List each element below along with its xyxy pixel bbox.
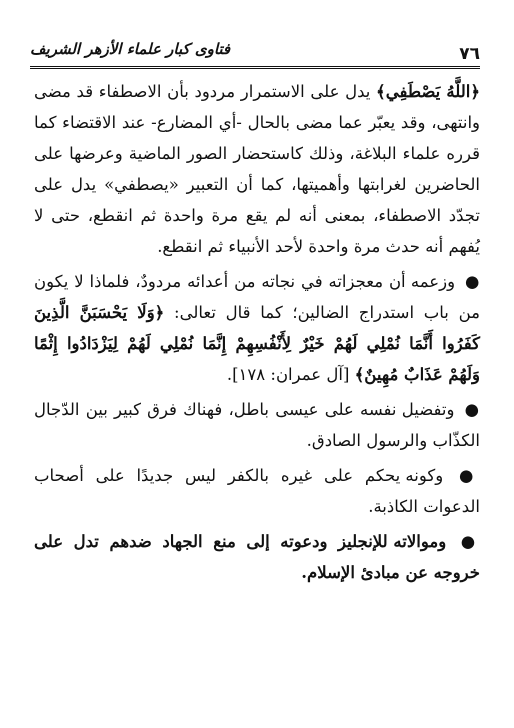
paragraph-5 [34,526,480,588]
bullet-icon: ● [464,400,480,419]
quran-quote: ﴿اللَّهُ يَصْطَفِي﴾ [376,82,480,101]
paragraph-2 [34,266,480,390]
running-title: فتاوى كبار علماء الأزهر الشريف [30,40,231,58]
paragraph-4 [34,460,480,522]
paragraph-text: وموالاته للإنجليز ودعوته إلى منع الجهاد ضدهم تدل على خروجه عن مبادئ الإسلام. [34,532,480,582]
header-divider [30,66,480,72]
paragraph-1 [34,76,480,262]
paragraph-text: وتفضيل نفسه على عيسى باطل، فهناك فرق كبير بين الدّجال الكذّاب والرسول الصادق. [34,400,480,450]
page-header [30,40,480,66]
paragraph-text: وكونه يحكم على غيره بالكفر ليس جديدًا على أصحاب الدعوات الكاذبة. [34,466,480,516]
bullet-icon: ● [459,466,480,485]
paragraph-text: يدل على الاستمرار مردود بأن الاصطفاء قد مضى وانتهى، وقد يعبّر عما مضى بالحال -أي المضارع- عند الاقتضاء كما قرره علماء البلاغة، وذلك كاستحضار الصور الماضية وعرضها على الحاضرين لغرابتها وأهميتها، كما أن التعبير «يصطفي» يدل على تجدّد الاصطفاء، بمعنى أنه لم يقع مرة واحدة ثم انقطع، حتى لا يُفهم أنه حدث مرة واحدة لأحد الأنبياء ثم انقطع. [34,82,480,256]
page-body [34,76,480,592]
bullet-icon: ● [464,272,480,291]
paragraph-3 [34,394,480,456]
bullet-icon: ● [460,532,480,551]
quran-citation: [آل عمران: ١٧٨]. [226,365,350,384]
paragraph-text: وزعمه أن معجزاته في نجاته من أعدائه مردودٌ، فلماذا لا يكون من باب استدراج الضالين؛ كما قال تعالى: [34,272,480,322]
quran-quote: ﴿وَلَا يَحْسَبَنَّ الَّذِينَ كَفَرُوا أَنَّمَا نُمْلِي لَهُمْ خَيْرٌ لِأَنْفُسِهِمْ إِنَّمَا نُمْلِي لَهُمْ لِيَزْدَادُوا إِثْمًا وَلَهُمْ عَذَابٌ مُهِينٌ﴾ [34,303,480,384]
page-number: ٧٦ [459,44,480,64]
